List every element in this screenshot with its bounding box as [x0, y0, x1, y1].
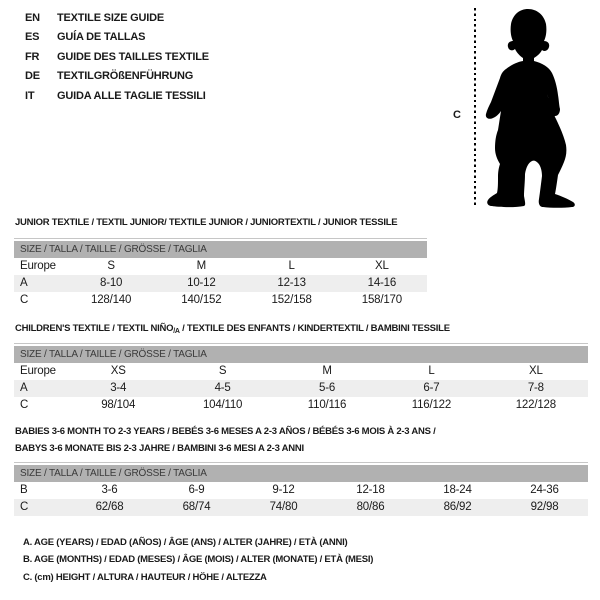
size-cell: L: [428, 365, 435, 377]
size-cell: XL: [528, 365, 543, 377]
size-cell: 3-4: [110, 382, 127, 394]
height-measure-dashed-line: [474, 8, 476, 207]
language-label: GUÍA DE TALLAS: [57, 31, 146, 44]
title-line: BABYS 3-6 MONATE BIS 2-3 JAHRE / BAMBINI 3-6 MESI A 2-3 ANNI: [15, 443, 304, 454]
size-cell: 6-7: [423, 382, 440, 394]
row-label: C: [20, 294, 29, 306]
size-cell: M: [196, 260, 207, 272]
size-cell: 9-12: [272, 484, 295, 496]
language-row: [25, 87, 209, 106]
language-label: GUIDE DES TAILLES TEXTILE: [57, 50, 209, 63]
size-cell: 158/170: [361, 294, 402, 306]
header-languages: [25, 9, 209, 106]
language-code: ES: [25, 31, 40, 44]
baby-silhouette-icon: [480, 6, 590, 208]
size-cell: 18-24: [443, 484, 472, 496]
language-code: IT: [25, 89, 35, 102]
size-cell: 6-9: [188, 484, 205, 496]
size-cell: XL: [375, 260, 389, 272]
language-row: [25, 67, 209, 86]
size-cell: M: [322, 365, 332, 377]
title-text: CHILDREN'S TEXTILE / TEXTIL NIÑO: [15, 323, 174, 334]
size-cell: 7-8: [527, 382, 544, 394]
size-cell: 3-6: [101, 484, 118, 496]
row-label: C: [20, 501, 29, 513]
size-header-bar: SIZE / TALLA / TAILLE / GRÖSSE / TAGLIA: [14, 346, 588, 363]
junior-table-title: JUNIOR TEXTILE / TEXTIL JUNIOR/ TEXTILE JUNIOR / JUNIORTEXTIL / JUNIOR TESSILE: [15, 217, 398, 228]
size-cell: 12-18: [356, 484, 385, 496]
size-cell: 5-6: [319, 382, 336, 394]
size-cell: 98/104: [101, 399, 136, 411]
row-label: A: [20, 277, 28, 289]
size-cell: 24-36: [530, 484, 559, 496]
size-cell: 122/128: [515, 399, 556, 411]
title-text: / TEXTILE DES ENFANTS / KINDERTEXTIL / BAMBINI TESSILE: [179, 323, 450, 334]
table-row-age-months: [14, 482, 588, 499]
language-row: [25, 9, 209, 28]
table-row-europe: [14, 258, 427, 275]
size-cell: 62/68: [95, 501, 124, 513]
size-cell: 4-5: [214, 382, 231, 394]
language-code: FR: [25, 50, 40, 63]
title-subscript: /A: [173, 328, 180, 335]
size-cell: 86/92: [443, 501, 472, 513]
row-label: Europe: [20, 365, 56, 377]
size-cell: 10-12: [187, 277, 216, 289]
table-top-rule: [14, 462, 588, 463]
size-cell: 128/140: [91, 294, 132, 306]
size-cell: 80/86: [356, 501, 385, 513]
table-row-age: [14, 380, 588, 397]
size-cell: S: [107, 260, 115, 272]
language-row: [25, 28, 209, 47]
junior-size-table: [14, 238, 427, 309]
row-label: B: [20, 484, 28, 496]
size-cell: 14-16: [367, 277, 397, 289]
row-label: Europe: [20, 260, 56, 272]
row-label: A: [20, 382, 28, 394]
language-row: [25, 48, 209, 67]
size-cell: 140/152: [181, 294, 222, 306]
language-label: TEXTILE SIZE GUIDE: [57, 12, 165, 24]
babies-size-table: [14, 462, 588, 516]
language-code: EN: [25, 12, 40, 24]
size-header-bar: SIZE / TALLA / TAILLE / GRÖSSE / TAGLIA: [14, 465, 588, 482]
size-cell: 152/158: [271, 294, 312, 306]
language-code: DE: [25, 70, 40, 83]
row-label: C: [20, 399, 29, 411]
children-table-title: [15, 322, 450, 338]
footnote-line: B. AGE (MONTHS) / EDAD (MESES) / ÂGE (MOIS) / ALTER (MONATE) / ETÀ (MESI): [23, 554, 374, 566]
table-row-height: [14, 397, 588, 414]
title-line: BABIES 3-6 MONTH TO 2-3 YEARS / BEBÉS 3-6 MESES A 2-3 AÑOS / BÉBÉS 3-6 MOIS À 2-3 ANS /: [15, 426, 436, 437]
height-measure-label: C: [453, 109, 461, 121]
language-label: GUIDA ALLE TAGLIE TESSILI: [57, 89, 206, 102]
table-row-europe: [14, 363, 588, 380]
children-size-table: [14, 343, 588, 414]
table-top-rule: [14, 238, 427, 239]
size-cell: 74/80: [269, 501, 298, 513]
size-cell: 92/98: [530, 501, 559, 513]
size-cell: 12-13: [277, 277, 306, 289]
size-cell: 8-10: [100, 277, 123, 289]
table-row-height: [14, 499, 588, 516]
size-header-bar: SIZE / TALLA / TAILLE / GRÖSSE / TAGLIA: [14, 241, 427, 258]
footnote-line: C. (cm) HEIGHT / ALTURA / HAUTEUR / HÖHE / ALTEZZA: [23, 571, 267, 583]
table-top-rule: [14, 343, 588, 344]
size-cell: S: [218, 365, 227, 377]
footnotes: [23, 534, 373, 586]
size-cell: L: [288, 260, 295, 272]
size-cell: 104/110: [202, 399, 243, 411]
language-label: TEXTILGRÖßENFÜHRUNG: [57, 70, 194, 83]
table-row-height: [14, 292, 427, 309]
size-cell: 116/122: [411, 399, 452, 411]
size-cell: XS: [110, 365, 126, 377]
footnote-line: A. AGE (YEARS) / EDAD (AÑOS) / ÂGE (ANS) / ALTER (JAHRE) / ETÀ (ANNI): [23, 537, 348, 548]
size-cell: 68/74: [182, 501, 211, 513]
size-cell: 110/116: [307, 399, 347, 411]
table-row-age: [14, 275, 427, 292]
babies-table-title: [15, 423, 435, 457]
